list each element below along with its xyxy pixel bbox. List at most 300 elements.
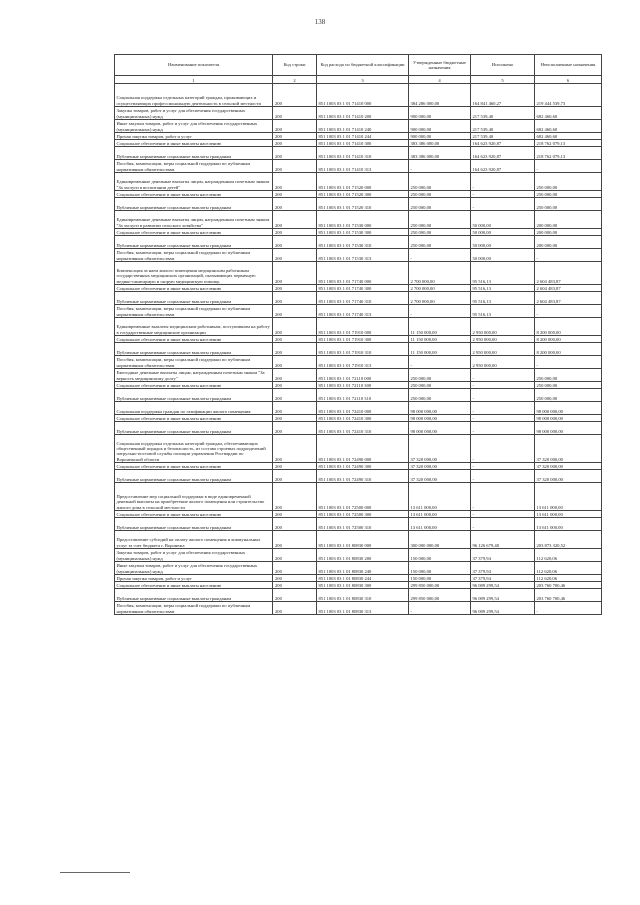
table-row (115, 463, 602, 470)
row-unexecuted: 203 760 700,46 (535, 582, 602, 589)
row-expense-code: 851 1003 03 1 01 72500 310 (317, 518, 409, 531)
row-name: Компенсация за наем жилого помещения медицинским работникам государственных медицинских организаций, оказывающих первичную медико-санитарную и скорую медицинскую помощь (115, 262, 273, 285)
row-approved: 13 611 000,00 (409, 518, 471, 531)
row-unexecuted: 682 460,60 (535, 133, 602, 140)
row-expense-code: 851 1003 03 1 01 80830 313 (317, 602, 409, 615)
row-approved: 900 000,00 (409, 133, 471, 140)
row-approved: 250 000,00 (409, 211, 471, 229)
row-unexecuted: 2 604 483,87 (535, 262, 602, 285)
row-line-code: 200 (273, 140, 317, 147)
row-approved: 250 000,00 (409, 236, 471, 249)
table-row (115, 356, 602, 369)
row-expense-code: 851 1003 03 1 01 80830 300 (317, 582, 409, 589)
row-executed: 50 000,00 (471, 211, 535, 229)
row-executed: 50 000,00 (471, 229, 535, 236)
row-name: Социальная поддержка отдельных категорий граждан, проживающих и осуществляющих профессиональную деятельность в сельской местности (115, 84, 273, 107)
row-unexecuted: 250 000,00 (535, 382, 602, 389)
row-approved: 37 320 000,00 (409, 463, 471, 470)
row-line-code: 200 (273, 262, 317, 285)
row-executed: 50 000,00 (471, 249, 535, 262)
table-row (115, 285, 602, 292)
row-name: Социальное обеспечение и иные выплаты населению (115, 511, 273, 518)
row-name: Пособия, компенсации, меры социальной поддержки по публичным нормативным обязательствам (115, 602, 273, 615)
row-line-code: 200 (273, 305, 317, 318)
table-row (115, 602, 602, 615)
row-executed: 37 379,94 (471, 575, 535, 582)
table-row (115, 147, 602, 160)
table-row (115, 470, 602, 483)
table-row (115, 369, 602, 382)
row-expense-code: 851 1003 03 1 01 71410 244 (317, 133, 409, 140)
row-executed: 37 379,94 (471, 549, 535, 562)
row-unexecuted: 250 000,00 (535, 191, 602, 198)
row-approved: 2 700 000,00 (409, 262, 471, 285)
row-expense-code: 851 1003 03 1 01 80830 200 (317, 549, 409, 562)
row-approved: 11 150 000,00 (409, 343, 471, 356)
row-unexecuted: 682 460,60 (535, 120, 602, 133)
row-expense-code: 851 1003 03 1 01 71910 313 (317, 356, 409, 369)
row-name: Закупка товаров, работ и услуг для обеспечения государственных (муниципальных) нужд (115, 107, 273, 120)
row-unexecuted: 37 320 000,00 (535, 463, 602, 470)
table-row (115, 415, 602, 422)
row-unexecuted: 98 000 000,00 (535, 422, 602, 435)
row-line-code: 200 (273, 173, 317, 191)
table-row (115, 582, 602, 589)
row-line-code: 200 (273, 191, 317, 198)
row-executed: 37 379,94 (471, 562, 535, 575)
row-executed: - (471, 382, 535, 389)
footnote-divider (60, 872, 130, 873)
row-unexecuted: 250 000,00 (535, 389, 602, 402)
row-executed: - (471, 369, 535, 382)
table-row (115, 84, 602, 107)
row-approved: - (409, 602, 471, 615)
row-executed: 96 126 679,48 (471, 531, 535, 549)
row-expense-code: 851 1003 03 1 01 72490 310 (317, 470, 409, 483)
row-unexecuted: 250 000,00 (535, 198, 602, 211)
row-expense-code: 851 1003 03 1 01 72490 000 (317, 435, 409, 463)
row-name: Ежегодные денежные выплаты лицам, награжденным почетным знаком "За верность медицинскому долгу" (115, 369, 273, 382)
row-line-code: 200 (273, 602, 317, 615)
table-row (115, 382, 602, 389)
row-name: Публичные нормативные социальные выплаты гражданам (115, 422, 273, 435)
row-line-code: 200 (273, 389, 317, 402)
row-executed: - (471, 483, 535, 511)
row-executed: - (471, 518, 535, 531)
row-approved: 250 000,00 (409, 191, 471, 198)
row-line-code: 200 (273, 292, 317, 305)
row-expense-code: 851 1003 03 1 01 80830 310 (317, 589, 409, 602)
row-executed: 217 539,40 (471, 120, 535, 133)
row-approved: 150 000,00 (409, 549, 471, 562)
column-number-row (115, 76, 602, 84)
row-executed: 164 623 920,87 (471, 140, 535, 147)
row-executed: 2 950 000,00 (471, 343, 535, 356)
table-row (115, 518, 602, 531)
row-name: Социальное обеспечение и иные выплаты населению (115, 285, 273, 292)
row-unexecuted: 203 873 320,52 (535, 531, 602, 549)
row-expense-code: 851 1003 03 1 01 71740 300 (317, 285, 409, 292)
row-expense-code: 851 1003 03 1 01 71910 000 (317, 318, 409, 336)
table-row (115, 531, 602, 549)
row-approved: - (409, 356, 471, 369)
table-row (115, 191, 602, 198)
row-approved: 299 850 000,00 (409, 589, 471, 602)
row-approved: 250 000,00 (409, 382, 471, 389)
row-unexecuted: 37 320 000,00 (535, 435, 602, 463)
row-line-code: 200 (273, 483, 317, 511)
row-line-code: 200 (273, 562, 317, 575)
row-executed: 95 516,13 (471, 262, 535, 285)
row-approved: 2 700 000,00 (409, 292, 471, 305)
row-approved: 250 000,00 (409, 229, 471, 236)
row-approved: 98 000 000,00 (409, 422, 471, 435)
row-unexecuted: 219 444 539,73 (535, 84, 602, 107)
row-expense-code: 851 1003 03 1 01 71410 313 (317, 160, 409, 173)
row-executed: 164 623 920,87 (471, 147, 535, 160)
row-name: Единовременные денежные выплаты лицам, награжденным почетным знаком "За заслуги в воспитании детей" (115, 173, 273, 191)
row-unexecuted: - (535, 160, 602, 173)
col-number: 2 (273, 76, 317, 84)
table-row (115, 336, 602, 343)
row-expense-code: 851 1003 03 1 01 71410 300 (317, 140, 409, 147)
row-unexecuted: 13 611 000,00 (535, 483, 602, 511)
row-unexecuted: 218 762 079,13 (535, 147, 602, 160)
row-line-code: 200 (273, 382, 317, 389)
row-name: Социальное обеспечение и иные выплаты населению (115, 191, 273, 198)
row-line-code: 200 (273, 107, 317, 120)
row-line-code: 200 (273, 589, 317, 602)
row-expense-code: 851 1003 03 1 01 71520 000 (317, 173, 409, 191)
row-expense-code: 851 1003 03 1 01 72410 000 (317, 402, 409, 415)
row-approved: 250 000,00 (409, 389, 471, 402)
row-unexecuted: 200 000,00 (535, 229, 602, 236)
row-expense-code: 851 1003 03 1 01 71530 300 (317, 229, 409, 236)
row-expense-code: 851 1003 03 1 01 71520 310 (317, 198, 409, 211)
row-executed: 2 950 000,00 (471, 318, 535, 336)
row-approved: 250 000,00 (409, 198, 471, 211)
row-unexecuted: - (535, 249, 602, 262)
row-expense-code: 851 1003 03 1 01 80830 000 (317, 531, 409, 549)
row-line-code: 200 (273, 549, 317, 562)
header-line-code: Код строки (273, 55, 317, 76)
table-row (115, 140, 602, 147)
table-row (115, 562, 602, 575)
table-row (115, 292, 602, 305)
row-expense-code: 851 1003 03 1 01 71910 300 (317, 336, 409, 343)
row-name: Публичные нормативные социальные выплаты гражданам (115, 589, 273, 602)
budget-execution-table (114, 54, 602, 615)
row-expense-code: 851 1003 03 1 01 72110 300 (317, 382, 409, 389)
row-approved: 37 320 000,00 (409, 470, 471, 483)
col-number: 1 (115, 76, 273, 84)
row-unexecuted: 2 604 483,87 (535, 285, 602, 292)
row-name: Публичные нормативные социальные выплаты гражданам (115, 292, 273, 305)
row-line-code: 200 (273, 402, 317, 415)
row-line-code: 200 (273, 470, 317, 483)
row-line-code: 200 (273, 84, 317, 107)
row-name: Социальное обеспечение и иные выплаты населению (115, 229, 273, 236)
row-approved: - (409, 160, 471, 173)
row-expense-code: 851 1003 03 1 01 72110 310 (317, 389, 409, 402)
table-row (115, 160, 602, 173)
row-unexecuted: 250 000,00 (535, 173, 602, 191)
row-executed: 95 516,13 (471, 292, 535, 305)
row-name: Предоставление мер социальной поддержки в виде единовременной денежной выплаты на приобретение жилого помещения или строительство жилого дома в сельской местности (115, 483, 273, 511)
table-row (115, 402, 602, 415)
row-line-code: 200 (273, 133, 317, 140)
row-line-code: 200 (273, 211, 317, 229)
row-expense-code: 851 1003 03 1 01 71740 313 (317, 305, 409, 318)
row-executed: - (471, 402, 535, 415)
row-executed: 2 950 000,00 (471, 356, 535, 369)
table-row (115, 422, 602, 435)
row-name: Социальное обеспечение и иные выплаты населению (115, 463, 273, 470)
row-approved: 250 000,00 (409, 369, 471, 382)
row-approved: 383 386 000,00 (409, 140, 471, 147)
row-line-code: 200 (273, 120, 317, 133)
row-name: Иные закупки товаров, работ и услуг для обеспечения государственных (муниципальных) нужд (115, 562, 273, 575)
row-name: Социальное обеспечение и иные выплаты населению (115, 582, 273, 589)
row-approved: 384 286 000,00 (409, 84, 471, 107)
row-line-code: 200 (273, 198, 317, 211)
row-executed: 96 089 299,54 (471, 589, 535, 602)
row-name: Закупка товаров, работ и услуг для обеспечения государственных (муниципальных) нужд (115, 549, 273, 562)
header-expense-code: Код расхода по бюджетной классификации (317, 55, 409, 76)
table-body (115, 84, 602, 615)
table-row (115, 133, 602, 140)
row-name: Пособия, компенсации, меры социальной поддержки по публичным нормативным обязательствам (115, 249, 273, 262)
row-executed: - (471, 470, 535, 483)
row-line-code: 200 (273, 575, 317, 582)
table-header-row (115, 55, 602, 76)
row-name: Пособия, компенсации, меры социальной поддержки по публичным нормативным обязательствам (115, 305, 273, 318)
row-expense-code: 851 1003 03 1 01 71530 310 (317, 236, 409, 249)
col-number: 4 (409, 76, 471, 84)
row-executed: - (471, 198, 535, 211)
row-line-code: 200 (273, 236, 317, 249)
row-expense-code: 851 1003 03 1 01 80830 244 (317, 575, 409, 582)
row-name: Прочая закупка товаров, работ и услуг (115, 575, 273, 582)
row-approved: 11 150 000,00 (409, 336, 471, 343)
row-name: Прочая закупка товаров, работ и услуг (115, 133, 273, 140)
row-approved: 2 700 000,00 (409, 285, 471, 292)
row-line-code: 200 (273, 518, 317, 531)
row-unexecuted: 112 620,06 (535, 575, 602, 582)
row-approved: 900 000,00 (409, 107, 471, 120)
row-name: Социальное обеспечение и иные выплаты населению (115, 336, 273, 343)
row-unexecuted: 218 762 079,13 (535, 140, 602, 147)
row-expense-code: 851 1003 03 1 01 71520 300 (317, 191, 409, 198)
row-line-code: 200 (273, 582, 317, 589)
row-unexecuted: 200 000,00 (535, 236, 602, 249)
row-name: Социальное обеспечение и иные выплаты населению (115, 140, 273, 147)
row-name: Публичные нормативные социальные выплаты гражданам (115, 236, 273, 249)
table-row (115, 120, 602, 133)
row-expense-code: 851 1003 03 1 01 72500 000 (317, 483, 409, 511)
table-row (115, 389, 602, 402)
row-approved: 11 150 000,00 (409, 318, 471, 336)
row-unexecuted: 13 611 000,00 (535, 511, 602, 518)
row-name: Предоставление субсидий на оплату жилого помещения и коммунальных услуг за счет бюджета г. Воронежа (115, 531, 273, 549)
row-line-code: 200 (273, 463, 317, 470)
table-row (115, 575, 602, 582)
row-expense-code: 851 1003 03 1 01 72490 300 (317, 463, 409, 470)
row-line-code: 200 (273, 249, 317, 262)
row-line-code: 200 (273, 422, 317, 435)
row-executed: 217 539,40 (471, 107, 535, 120)
row-name: Публичные нормативные социальные выплаты гражданам (115, 518, 273, 531)
row-executed: 217 539,40 (471, 133, 535, 140)
row-line-code: 200 (273, 435, 317, 463)
table-row (115, 549, 602, 562)
row-unexecuted: 250 000,00 (535, 369, 602, 382)
table-row (115, 343, 602, 356)
row-name: Пособия, компенсации, меры социальной поддержки по публичным нормативным обязательствам (115, 356, 273, 369)
row-unexecuted: 8 200 000,00 (535, 343, 602, 356)
row-name: Публичные нормативные социальные выплаты гражданам (115, 147, 273, 160)
row-executed: - (471, 435, 535, 463)
row-expense-code: 851 1003 03 1 01 71740 310 (317, 292, 409, 305)
row-approved: 150 000,00 (409, 562, 471, 575)
row-executed: - (471, 511, 535, 518)
row-name: Публичные нормативные социальные выплаты гражданам (115, 389, 273, 402)
row-unexecuted: - (535, 602, 602, 615)
header-indicator-name: Наименование показателя (115, 55, 273, 76)
row-expense-code: 851 1003 03 1 01 71910 310 (317, 343, 409, 356)
row-line-code: 200 (273, 229, 317, 236)
row-expense-code: 851 1003 03 1 01 80830 240 (317, 562, 409, 575)
row-approved: 300 000 000,00 (409, 531, 471, 549)
row-unexecuted: 98 000 000,00 (535, 402, 602, 415)
row-executed: - (471, 191, 535, 198)
row-name: Публичные нормативные социальные выплаты гражданам (115, 343, 273, 356)
row-unexecuted: 203 760 700,46 (535, 589, 602, 602)
row-name: Социальное обеспечение и иные выплаты населению (115, 415, 273, 422)
row-unexecuted: 13 611 000,00 (535, 518, 602, 531)
row-unexecuted: 8 200 000,00 (535, 318, 602, 336)
table-row (115, 435, 602, 463)
row-name: Социальное обеспечение и иные выплаты населению (115, 382, 273, 389)
row-expense-code: 851 1003 03 1 01 71410 310 (317, 147, 409, 160)
row-unexecuted: 112 620,06 (535, 562, 602, 575)
table-row (115, 211, 602, 229)
row-expense-code: 851 1003 03 1 01 71410 240 (317, 120, 409, 133)
row-approved: - (409, 249, 471, 262)
table-row (115, 305, 602, 318)
header-executed: Исполнено (471, 55, 535, 76)
table-row (115, 483, 602, 511)
row-approved: 13 611 000,00 (409, 511, 471, 518)
row-expense-code: 851 1003 03 1 01 71530 000 (317, 211, 409, 229)
header-unexecuted: Неисполненные назначения (535, 55, 602, 76)
col-number: 3 (317, 76, 409, 84)
row-approved: 98 000 000,00 (409, 415, 471, 422)
table-row (115, 262, 602, 285)
row-unexecuted: 112 620,06 (535, 549, 602, 562)
row-executed: 96 089 299,54 (471, 582, 535, 589)
row-unexecuted: 37 320 000,00 (535, 470, 602, 483)
row-executed: 164 623 920,87 (471, 160, 535, 173)
row-line-code: 200 (273, 285, 317, 292)
row-expense-code: 851 1003 03 1 01 71740 000 (317, 262, 409, 285)
row-executed: 95 516,13 (471, 285, 535, 292)
table-row (115, 229, 602, 236)
row-approved: 37 320 000,00 (409, 435, 471, 463)
row-expense-code: 851 1003 03 1 01 72110 000 (317, 369, 409, 382)
row-executed: - (471, 463, 535, 470)
row-line-code: 200 (273, 356, 317, 369)
row-unexecuted: 682 460,60 (535, 107, 602, 120)
row-expense-code: 851 1003 03 1 01 72410 310 (317, 422, 409, 435)
row-expense-code: 851 1003 03 1 01 72500 300 (317, 511, 409, 518)
row-approved: 150 000,00 (409, 575, 471, 582)
col-number: 5 (471, 76, 535, 84)
row-executed: 95 516,13 (471, 305, 535, 318)
row-line-code: 200 (273, 511, 317, 518)
row-executed: - (471, 389, 535, 402)
row-name: Публичные нормативные социальные выплаты гражданам (115, 198, 273, 211)
row-name: Единовременные выплаты медицинским работникам, поступившим на работу в государственные медицинские организации (115, 318, 273, 336)
table-row (115, 236, 602, 249)
row-line-code: 200 (273, 531, 317, 549)
row-name: Пособия, компенсации, меры социальной поддержки по публичным нормативным обязательствам (115, 160, 273, 173)
row-executed: 2 950 000,00 (471, 336, 535, 343)
row-line-code: 200 (273, 369, 317, 382)
row-unexecuted: - (535, 356, 602, 369)
row-approved: 250 000,00 (409, 173, 471, 191)
table-row (115, 173, 602, 191)
table-row (115, 318, 602, 336)
header-approved: Утвержденные бюджетные назначения (409, 55, 471, 76)
row-approved: 13 611 000,00 (409, 483, 471, 511)
row-line-code: 200 (273, 318, 317, 336)
row-expense-code: 851 1003 03 1 01 71410 200 (317, 107, 409, 120)
row-line-code: 200 (273, 147, 317, 160)
row-unexecuted: 98 000 000,00 (535, 415, 602, 422)
row-executed: 50 000,00 (471, 236, 535, 249)
row-unexecuted: 2 604 483,87 (535, 292, 602, 305)
row-name: Единовременные денежные выплаты лицам, награжденным почетным знаком "За заслуги в развитии сельского хозяйства" (115, 211, 273, 229)
row-executed: - (471, 173, 535, 191)
row-name: Иные закупки товаров, работ и услуг для обеспечения государственных (муниципальных) нужд (115, 120, 273, 133)
row-name: Публичные нормативные социальные выплаты гражданам (115, 470, 273, 483)
row-unexecuted: 8 200 000,00 (535, 336, 602, 343)
row-unexecuted: 200 000,00 (535, 211, 602, 229)
table-row (115, 107, 602, 120)
table-row (115, 198, 602, 211)
page-number: 138 (314, 18, 326, 26)
row-approved: 98 000 000,00 (409, 402, 471, 415)
table-row (115, 249, 602, 262)
row-executed: - (471, 415, 535, 422)
row-name: Социальная поддержка граждан по газификации жилого помещения (115, 402, 273, 415)
row-approved: 383 386 000,00 (409, 147, 471, 160)
row-name: Социальная поддержка отдельных категорий граждан, обеспечивающих общественный порядок и безопасность, из состава строевых подразделений патрульно-постовой службы полиции управления Росгвардии по Воронежской области (115, 435, 273, 463)
row-approved: 299 850 000,00 (409, 582, 471, 589)
row-approved: 900 000,00 (409, 120, 471, 133)
row-expense-code: 851 1003 03 1 01 71410 000 (317, 84, 409, 107)
row-line-code: 200 (273, 415, 317, 422)
row-executed: - (471, 422, 535, 435)
col-number: 6 (535, 76, 602, 84)
row-line-code: 200 (273, 343, 317, 356)
table-row (115, 511, 602, 518)
row-unexecuted: - (535, 305, 602, 318)
row-line-code: 200 (273, 160, 317, 173)
row-executed: 96 089 299,54 (471, 602, 535, 615)
row-executed: 164 841 460,27 (471, 84, 535, 107)
